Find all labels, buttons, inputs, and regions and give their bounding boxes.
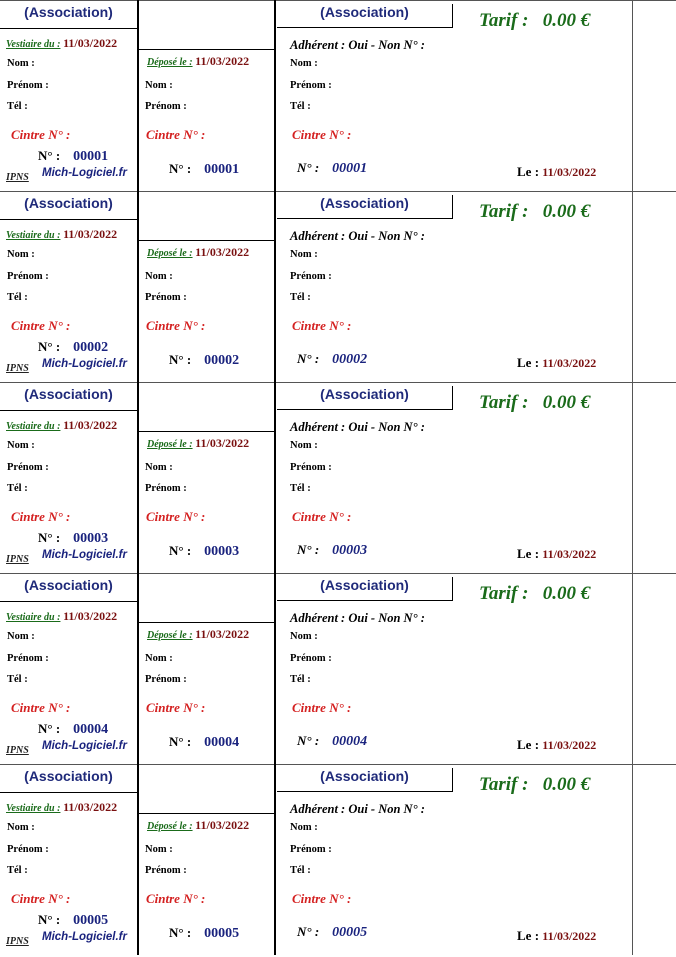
divider xyxy=(138,622,275,623)
ticket-number xyxy=(169,352,239,369)
depose-date: 11/03/2022 xyxy=(195,54,250,68)
column-divider xyxy=(632,382,633,573)
tarif-label: Tarif : xyxy=(479,392,529,413)
number-value: 00001 xyxy=(332,161,368,176)
prenom-label: Prénom : xyxy=(7,80,49,91)
vestiaire-label: Vestiaire du : xyxy=(6,803,61,814)
tarif-value: 0.00 € xyxy=(542,201,591,222)
le-label: Le : xyxy=(517,355,540,370)
nom-label: Nom : xyxy=(7,631,35,642)
number-label: N° : xyxy=(38,148,61,163)
adherent-line: Adhérent : Oui - Non N° : xyxy=(290,802,425,816)
nom-label: Nom : xyxy=(145,653,173,664)
le-label: Le : xyxy=(517,928,540,943)
column-divider xyxy=(632,191,633,382)
association-title: (Association) xyxy=(24,768,113,784)
nom-label: Nom : xyxy=(290,440,318,451)
cintre-label: Cintre N° : xyxy=(11,127,71,142)
association-title: (Association) xyxy=(24,4,113,20)
depose-label: Déposé le : xyxy=(147,821,193,832)
number-label: N° : xyxy=(297,733,320,748)
vestiaire-label: Vestiaire du : xyxy=(6,421,61,432)
tel-label: Tél : xyxy=(7,865,28,876)
cintre-label: Cintre N° : xyxy=(11,318,71,333)
depose-line xyxy=(147,627,249,642)
divider xyxy=(138,49,275,50)
tarif-label: Tarif : xyxy=(479,10,529,31)
le-date: 11/03/2022 xyxy=(542,356,597,370)
number-label: N° : xyxy=(38,530,61,545)
association-title: (Association) xyxy=(24,386,113,402)
nom-label: Nom : xyxy=(7,58,35,69)
association-title: (Association) xyxy=(277,768,453,792)
nom-label: Nom : xyxy=(145,462,173,473)
le-line xyxy=(517,546,596,562)
adherent-line: Adhérent : Oui - Non N° : xyxy=(290,229,425,243)
ipns-label: IPNS xyxy=(6,936,29,947)
number-label: N° : xyxy=(169,543,192,558)
cintre-label: Cintre N° : xyxy=(146,127,206,142)
cintre-label: Cintre N° : xyxy=(11,700,71,715)
tel-label: Tél : xyxy=(7,483,28,494)
tarif-value: 0.00 € xyxy=(542,583,591,604)
association-title: (Association) xyxy=(277,386,453,410)
number-value: 00005 xyxy=(204,926,240,941)
depose-date: 11/03/2022 xyxy=(195,436,250,450)
number-value: 00001 xyxy=(73,149,109,164)
number-label: N° : xyxy=(297,924,320,939)
ticket-number xyxy=(297,351,367,368)
depose-line xyxy=(147,436,249,451)
nom-label: Nom : xyxy=(290,631,318,642)
number-label: N° : xyxy=(297,542,320,557)
nom-label: Nom : xyxy=(7,440,35,451)
tarif-value: 0.00 € xyxy=(542,774,591,795)
column-divider xyxy=(137,382,139,573)
le-date: 11/03/2022 xyxy=(542,165,597,179)
ticket-number xyxy=(169,734,239,751)
prenom-label: Prénom : xyxy=(145,101,187,112)
row-separator xyxy=(0,382,676,383)
number-value: 00004 xyxy=(332,734,368,749)
tel-label: Tél : xyxy=(290,292,311,303)
cintre-label: Cintre N° : xyxy=(146,700,206,715)
divider xyxy=(0,410,137,411)
number-value: 00002 xyxy=(204,353,240,368)
tel-label: Tél : xyxy=(290,674,311,685)
ticket-row xyxy=(0,382,676,573)
depose-line xyxy=(147,54,249,69)
vestiaire-line xyxy=(6,800,117,815)
nom-label: Nom : xyxy=(7,822,35,833)
ticket-row xyxy=(0,0,676,191)
tarif-value: 0.00 € xyxy=(542,10,591,31)
cintre-label: Cintre N° : xyxy=(292,509,352,524)
vestiaire-date: 11/03/2022 xyxy=(63,36,118,50)
ticket-number xyxy=(38,148,108,165)
association-title: (Association) xyxy=(277,577,453,601)
tarif-label: Tarif : xyxy=(479,583,529,604)
ticket-number xyxy=(297,924,367,941)
divider xyxy=(138,240,275,241)
number-value: 00001 xyxy=(204,162,240,177)
adherent-line: Adhérent : Oui - Non N° : xyxy=(290,420,425,434)
tel-label: Tél : xyxy=(7,101,28,112)
row-separator xyxy=(0,191,676,192)
vestiaire-date: 11/03/2022 xyxy=(63,609,118,623)
adherent-line: Adhérent : Oui - Non N° : xyxy=(290,611,425,625)
cintre-label: Cintre N° : xyxy=(146,509,206,524)
mich-logiciel-link: Mich-Logiciel.fr xyxy=(42,167,127,179)
mich-logiciel-link: Mich-Logiciel.fr xyxy=(42,549,127,561)
column-divider xyxy=(632,573,633,764)
depose-label: Déposé le : xyxy=(147,57,193,68)
nom-label: Nom : xyxy=(290,58,318,69)
depose-date: 11/03/2022 xyxy=(195,818,250,832)
le-date: 11/03/2022 xyxy=(542,929,597,943)
ipns-label: IPNS xyxy=(6,363,29,374)
column-divider xyxy=(632,764,633,955)
depose-date: 11/03/2022 xyxy=(195,245,250,259)
prenom-label: Prénom : xyxy=(145,674,187,685)
number-value: 00005 xyxy=(73,913,109,928)
le-date: 11/03/2022 xyxy=(542,738,597,752)
tel-label: Tél : xyxy=(290,865,311,876)
number-label: N° : xyxy=(169,352,192,367)
mich-logiciel-link: Mich-Logiciel.fr xyxy=(42,931,127,943)
prenom-label: Prénom : xyxy=(290,844,332,855)
le-line xyxy=(517,737,596,753)
depose-date: 11/03/2022 xyxy=(195,627,250,641)
divider xyxy=(0,792,137,793)
tarif-label: Tarif : xyxy=(479,201,529,222)
ipns-label: IPNS xyxy=(6,745,29,756)
row-separator xyxy=(0,0,676,1)
row-separator xyxy=(0,573,676,574)
ipns-label: IPNS xyxy=(6,172,29,183)
prenom-label: Prénom : xyxy=(7,653,49,664)
ticket-number xyxy=(169,543,239,560)
prenom-label: Prénom : xyxy=(145,483,187,494)
nom-label: Nom : xyxy=(145,844,173,855)
column-divider xyxy=(274,764,276,955)
prenom-label: Prénom : xyxy=(290,80,332,91)
depose-label: Déposé le : xyxy=(147,248,193,259)
depose-label: Déposé le : xyxy=(147,439,193,450)
vestiaire-date: 11/03/2022 xyxy=(63,800,118,814)
column-divider xyxy=(137,764,139,955)
vestiaire-label: Vestiaire du : xyxy=(6,39,61,50)
cintre-label: Cintre N° : xyxy=(146,318,206,333)
column-divider xyxy=(274,573,276,764)
column-divider xyxy=(274,382,276,573)
divider xyxy=(138,813,275,814)
prenom-label: Prénom : xyxy=(145,865,187,876)
divider xyxy=(0,219,137,220)
column-divider xyxy=(137,191,139,382)
le-line xyxy=(517,355,596,371)
row-separator xyxy=(0,764,676,765)
number-value: 00003 xyxy=(332,543,368,558)
association-title: (Association) xyxy=(277,195,453,219)
ticket-number xyxy=(297,542,367,559)
ticket-number xyxy=(38,721,108,738)
column-divider xyxy=(137,0,139,191)
association-title: (Association) xyxy=(24,195,113,211)
number-label: N° : xyxy=(38,339,61,354)
tarif-line xyxy=(479,583,590,605)
number-value: 00004 xyxy=(204,735,240,750)
ticket-number xyxy=(38,339,108,356)
column-divider xyxy=(632,0,633,191)
nom-label: Nom : xyxy=(290,822,318,833)
number-value: 00003 xyxy=(204,544,240,559)
tel-label: Tél : xyxy=(290,101,311,112)
number-value: 00004 xyxy=(73,722,109,737)
le-label: Le : xyxy=(517,737,540,752)
mich-logiciel-link: Mich-Logiciel.fr xyxy=(42,740,127,752)
number-label: N° : xyxy=(169,161,192,176)
ticket-row xyxy=(0,573,676,764)
vestiaire-line xyxy=(6,609,117,624)
le-date: 11/03/2022 xyxy=(542,547,597,561)
nom-label: Nom : xyxy=(145,271,173,282)
prenom-label: Prénom : xyxy=(7,462,49,473)
nom-label: Nom : xyxy=(290,249,318,260)
divider xyxy=(0,28,137,29)
association-title: (Association) xyxy=(277,4,453,28)
number-label: N° : xyxy=(38,721,61,736)
tarif-line xyxy=(479,10,590,32)
ticket-row xyxy=(0,191,676,382)
column-divider xyxy=(137,573,139,764)
ticket-number xyxy=(38,530,108,547)
column-divider xyxy=(274,191,276,382)
ticket-number xyxy=(169,925,239,942)
le-line xyxy=(517,928,596,944)
prenom-label: Prénom : xyxy=(7,271,49,282)
cintre-label: Cintre N° : xyxy=(292,318,352,333)
association-title: (Association) xyxy=(24,577,113,593)
tel-label: Tél : xyxy=(290,483,311,494)
number-label: N° : xyxy=(297,160,320,175)
cintre-label: Cintre N° : xyxy=(146,891,206,906)
cintre-label: Cintre N° : xyxy=(292,127,352,142)
cintre-label: Cintre N° : xyxy=(11,891,71,906)
le-label: Le : xyxy=(517,164,540,179)
cintre-label: Cintre N° : xyxy=(11,509,71,524)
number-label: N° : xyxy=(169,925,192,940)
depose-line xyxy=(147,818,249,833)
prenom-label: Prénom : xyxy=(290,271,332,282)
prenom-label: Prénom : xyxy=(290,653,332,664)
vestiaire-label: Vestiaire du : xyxy=(6,612,61,623)
tarif-label: Tarif : xyxy=(479,774,529,795)
tel-label: Tél : xyxy=(7,674,28,685)
number-label: N° : xyxy=(169,734,192,749)
vestiaire-line xyxy=(6,227,117,242)
vestiaire-date: 11/03/2022 xyxy=(63,418,118,432)
number-value: 00002 xyxy=(332,352,368,367)
depose-label: Déposé le : xyxy=(147,630,193,641)
vestiaire-line xyxy=(6,36,117,51)
depose-line xyxy=(147,245,249,260)
tarif-line xyxy=(479,392,590,414)
nom-label: Nom : xyxy=(145,80,173,91)
ipns-label: IPNS xyxy=(6,554,29,565)
number-value: 00003 xyxy=(73,531,109,546)
tarif-line xyxy=(479,201,590,223)
le-label: Le : xyxy=(517,546,540,561)
tarif-line xyxy=(479,774,590,796)
prenom-label: Prénom : xyxy=(290,462,332,473)
number-label: N° : xyxy=(297,351,320,366)
vestiaire-date: 11/03/2022 xyxy=(63,227,118,241)
number-value: 00005 xyxy=(332,925,368,940)
cintre-label: Cintre N° : xyxy=(292,700,352,715)
tarif-value: 0.00 € xyxy=(542,392,591,413)
adherent-line: Adhérent : Oui - Non N° : xyxy=(290,38,425,52)
mich-logiciel-link: Mich-Logiciel.fr xyxy=(42,358,127,370)
vestiaire-line xyxy=(6,418,117,433)
ticket-number xyxy=(297,160,367,177)
ticket-number xyxy=(297,733,367,750)
prenom-label: Prénom : xyxy=(7,844,49,855)
number-value: 00002 xyxy=(73,340,109,355)
ticket-row xyxy=(0,764,676,955)
number-label: N° : xyxy=(38,912,61,927)
ticket-number xyxy=(38,912,108,929)
column-divider xyxy=(274,0,276,191)
tel-label: Tél : xyxy=(7,292,28,303)
ticket-number xyxy=(169,161,239,178)
prenom-label: Prénom : xyxy=(145,292,187,303)
vestiaire-label: Vestiaire du : xyxy=(6,230,61,241)
divider xyxy=(138,431,275,432)
le-line xyxy=(517,164,596,180)
nom-label: Nom : xyxy=(7,249,35,260)
cintre-label: Cintre N° : xyxy=(292,891,352,906)
divider xyxy=(0,601,137,602)
